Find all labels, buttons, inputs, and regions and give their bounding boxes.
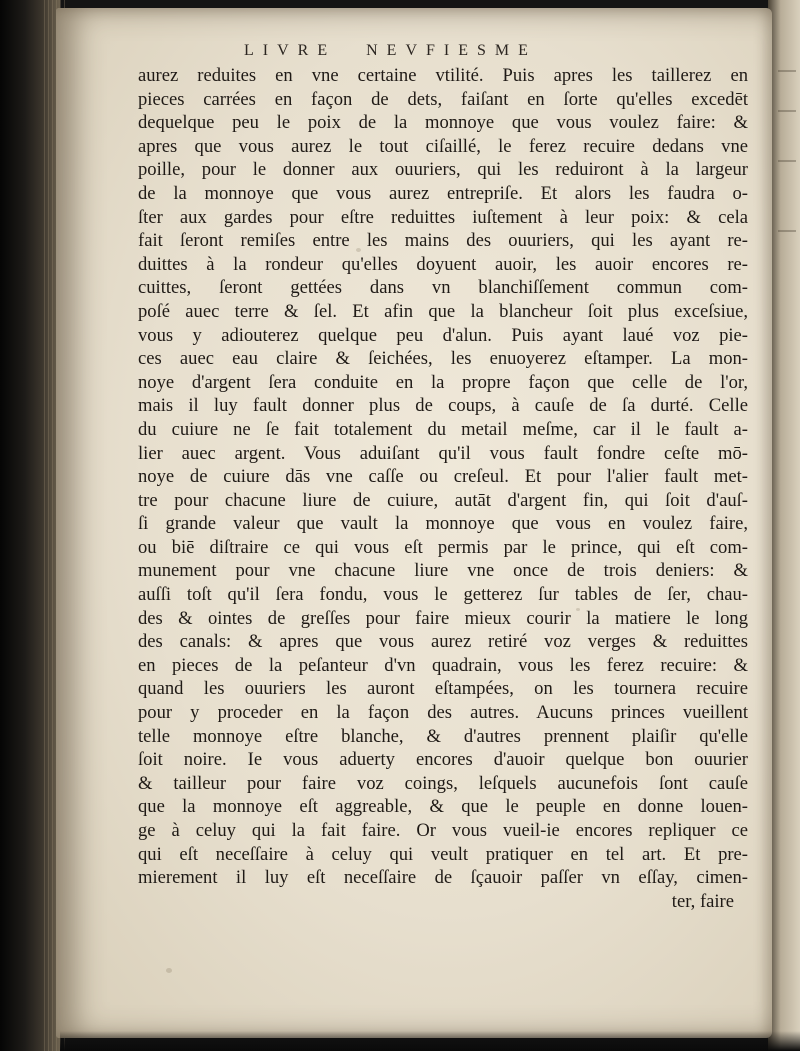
text-line: munement pour vne chacune liure vne once de trois deniers: & xyxy=(138,560,748,582)
text-line: poille, pour le donner aux ouuriers, qui les reduiront à la largeur xyxy=(138,159,748,181)
text-line: ſoit noire. Ie vous aduerty encores d'auoir quelque bon ouurier xyxy=(138,749,748,771)
bottom-shadow xyxy=(60,1031,800,1051)
text-line: vous y adiouterez quelque peu d'alun. Puis ayant laué voz pie- xyxy=(138,324,748,346)
text-line: ſter aux gardes pour eſtre reduittes iuſtement à leur poix: & cela xyxy=(138,206,748,228)
text-line: qui eſt neceſſaire à celuy qui veult pratiquer en tel art. Et pre- xyxy=(138,843,748,865)
facing-page-edge xyxy=(768,0,800,1051)
text-line: aurez reduites en vne certaine vtilité. Puis apres les taillerez en xyxy=(138,65,748,86)
text-line: lier auec argent. Vous aduiſant qu'il vous fault fondre ceſte mō- xyxy=(138,442,748,464)
text-line: en pieces de la peſanteur d'vn quadrain, vous les ferez recuire: & xyxy=(138,654,748,676)
text-line: ces auec eau claire & ſeichées, les enuoyerez eſtamper. La mon- xyxy=(138,348,748,370)
text-line: des & ointes de greſſes pour faire mieux courir la matiere le long xyxy=(138,607,748,629)
text-line: tre pour chacune liure de cuiure, autāt d'argent fin, qui ſoit d'auſ- xyxy=(138,489,748,511)
text-line: mais il luy fault donner plus de coups, à cauſe de ſa durté. Celle xyxy=(138,395,748,417)
text-line: ge à celuy qui la fait faire. Or vous vueil-ie encores repliquer ce xyxy=(138,820,748,841)
text-line: & tailleur pour faire voz coings, leſquels aucunefois ſont cauſe xyxy=(138,772,748,794)
running-head-book: LIVRE xyxy=(244,42,337,59)
catchword: ter, faire xyxy=(671,890,734,912)
body-text xyxy=(138,64,748,913)
text-line: pieces carrées en façon de dets, faiſant en ſorte qu'elles excedēt xyxy=(138,88,748,110)
text-line: poſé auec terre & ſel. Et afin que la blancheur ſoit plus exceſsiue, xyxy=(138,300,748,322)
text-line: dequelque peu le poix de la monnoye que vous voulez faire: & xyxy=(138,112,748,134)
text-line: noye de cuiure dās vne caſſe ou creſeul. Et pour l'alier fault met- xyxy=(138,466,748,488)
text-line: quand les ouuriers les auront eſtampées, on les tournera recuire xyxy=(138,678,748,700)
text-line: que la monnoye eſt aggreable, & que le peuple en donne louen- xyxy=(138,796,748,818)
text-line: auſſi toſt qu'il ſera fondu, vous le getterez ſur tables de ſer, chau- xyxy=(138,584,748,606)
text-line: apres que vous aurez le tout ciſaillé, le ferez recuire dedans vne xyxy=(138,135,748,157)
text-line: ſi grande valeur que vault la monnoye que vous en voulez faire, xyxy=(138,513,748,535)
text-line: telle monnoye eſtre blanche, & d'autres prennent plaiſir qu'elle xyxy=(138,725,748,747)
text-line: fait ſeront remiſes entre les mains des ouuriers, qui les ayant re- xyxy=(138,230,748,252)
text-line: noye d'argent ſera conduite en la propre façon que celle de l'or, xyxy=(138,371,748,393)
text-line: des canals: & apres que vous aurez retiré voz verges & reduittes xyxy=(138,631,748,653)
running-head-number: NEVFIESME xyxy=(366,42,537,59)
text-line: pour y proceder en la façon des autres. Aucuns princes vueillent xyxy=(138,702,748,724)
text-line: ou biē diſtraire ce qui vous eſt permis par le prince, qui eſt com- xyxy=(138,536,748,558)
text-line: mierement il luy eſt neceſſaire de ſçauoir paſſer vn eſſay, cimen- xyxy=(138,867,748,889)
text-line: du cuiure ne ſe fait totalement du metail meſme, car il le fault a- xyxy=(138,418,748,440)
text-line: cuittes, ſeront gettées dans vn blanchiſſement commun com- xyxy=(138,277,748,299)
text-line: duittes à la rondeur qu'elles doyuent auoir, les auoir encores re- xyxy=(138,253,748,275)
text-line: de la monnoye que vous aurez entrepriſe. Et alors les faudra o- xyxy=(138,182,748,204)
running-head xyxy=(244,42,604,60)
